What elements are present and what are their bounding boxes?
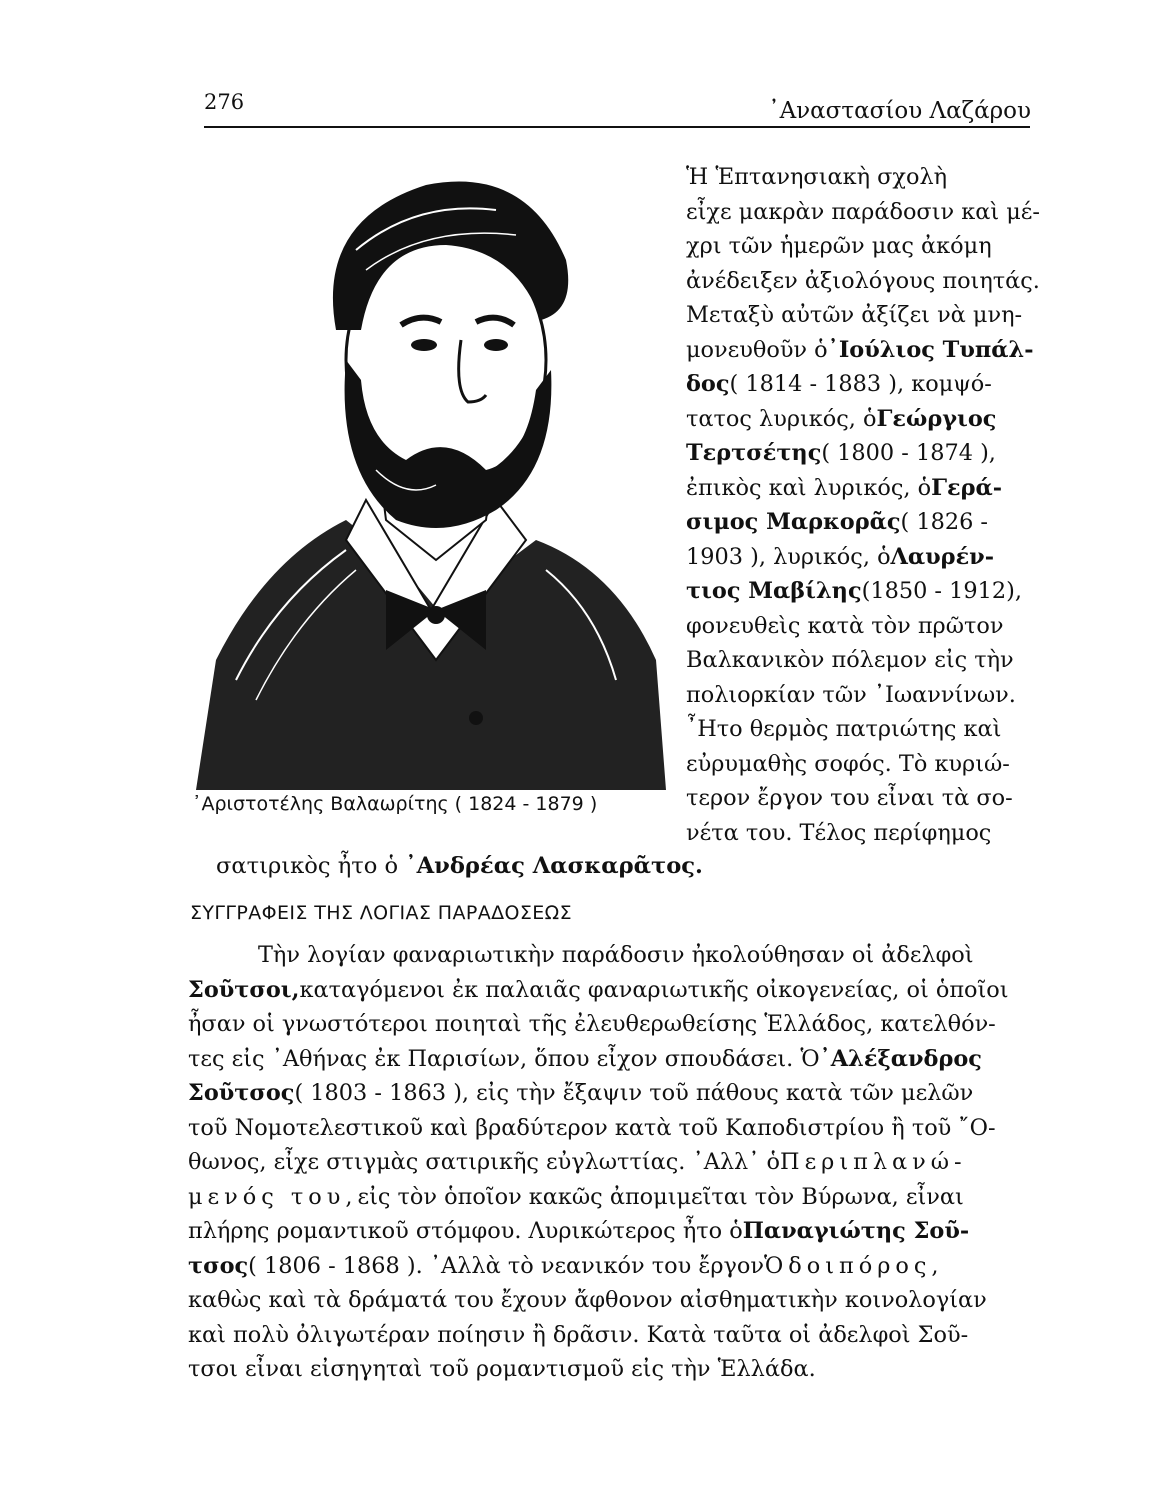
text-line: τες εἰς ᾿Αθήνας ἐκ Παρισίων, ὅπου εἶχον σπουδάσει. Ὁ ᾿Αλέξανδρος: [188, 1045, 982, 1072]
text-line: Ἡ Ἑπτανησιακὴ σχολὴ: [686, 164, 948, 190]
text-line: δος ( 1814 - 1883 ), κομψό-: [686, 371, 992, 397]
page-number: 276: [204, 90, 245, 114]
text-line: θωνος, εἶχε στιγμὰς σατιρικῆς εὐγλωττίας. ᾿Αλλ᾿ ὁ Περιπλανώ-: [188, 1149, 967, 1175]
text-line: πλήρης ρομαντικοῦ στόμφου. Λυρικώτερος ἦτο ὁ Παναγιώτης Σοῦ-: [188, 1218, 970, 1244]
text-line: Σοῦτσοι, καταγόμενοι ἐκ παλαιᾶς φαναριωτικῆς οἰκογενείας, οἱ ὁποῖοι: [188, 976, 1009, 1003]
satirical-line: σατιρικὸς ἦτο ὁ ᾿Ανδρέας Λασκαρᾶτος.: [216, 853, 703, 879]
text-line: εὐρυμαθὴς σοφός. Τὸ κυριώ-: [686, 750, 1010, 777]
text-line: ῏Ητο θερμὸς πατριώτης καὶ: [686, 716, 1002, 742]
text-line: καὶ πολὺ ὀλιγωτέραν ποίησιν ἢ δρᾶσιν. Κατὰ ταῦτα οἱ ἀδελφοὶ Σοῦ-: [188, 1321, 969, 1348]
text-line: Τερτσέτης ( 1800 - 1874 ),: [686, 440, 996, 466]
header-rule: [204, 126, 1030, 128]
text-line: φονευθεὶς κατὰ τὸν πρῶτον: [686, 612, 1004, 639]
text-line: μονευθοῦν ὁ ᾿Ιούλιος Τυπάλ-: [686, 336, 1034, 363]
text-line: τσοι εἶναι εἰσηγηταὶ τοῦ ρομαντισμοῦ εἰς τὴν Ἑλλάδα.: [188, 1356, 816, 1382]
portrait-caption: ᾿Αριστοτέλης Βαλαωρίτης ( 1824 - 1879 ): [192, 793, 598, 815]
text-line: εἶχε μακρὰν παράδοσιν καὶ μέ-: [686, 198, 1040, 225]
text-line: καθὼς καὶ τὰ δράματά του ἔχουν ἄφθονον αἰσθηματικὴν κοινολογίαν: [188, 1287, 987, 1313]
text-line: Βαλκανικὸν πόλεμον εἰς τὴν: [686, 647, 1014, 673]
text-line: Τὴν λογίαν φαναριωτικὴν παράδοσιν ἠκολούθησαν οἱ ἀδελφοὶ: [258, 942, 974, 968]
text-line: σιμος Μαρκορᾶς ( 1826 -: [686, 509, 989, 535]
text-line: τιος Μαβίλης (1850 - 1912),: [686, 578, 1022, 604]
main-paragraph: [188, 938, 1018, 1387]
text-line: 1903 ), λυρικός, ὁ Λαυρέν-: [686, 543, 995, 570]
text-line: ἦσαν οἱ γνωστότεροι ποιηταὶ τῆς ἐλευθερωθείσης Ἑλλάδος, κατελθόν-: [188, 1011, 996, 1037]
section-heading: ΣΥΓΓΡΑΦΕΙΣ ΤΗΣ ΛΟΓΙΑΣ ΠΑΡΑΔΟΣΕΩΣ: [190, 902, 572, 924]
text-line: πολιορκίαν τῶν ᾿Ιωαννίνων.: [686, 681, 1016, 708]
text-line: τατος λυρικός, ὁ Γεώργιος: [686, 405, 997, 432]
text-line: ἀνέδειξεν ἀξιολόγους ποιητάς.: [686, 267, 1040, 294]
portrait-engraving: [196, 140, 666, 790]
right-column-text: [686, 160, 1040, 850]
text-line: Μεταξὺ αὐτῶν ἀξίζει νὰ μνη-: [686, 302, 1023, 328]
text-line: νέτα του. Τέλος περίφημος: [686, 819, 992, 846]
text-line: τερον ἔργον του εἶναι τὰ σο-: [686, 785, 1013, 811]
text-line: Σοῦτσος ( 1803 - 1863 ), εἰς τὴν ἔξαψιν τοῦ πάθους κατὰ τῶν μελῶν: [188, 1080, 974, 1106]
text-line: ἐπικὸς καὶ λυρικός, ὁ Γερά-: [686, 474, 1003, 501]
text-line: τσος ( 1806 - 1868 ). ᾿Αλλὰ τὸ νεανικόν του ἔργον Ὁδοιπόρος,: [188, 1252, 944, 1279]
text-line: μενός του, εἰς τὸν ὁποῖον κακῶς ἀπομιμεῖται τὸν Βύρωνα, εἶναι: [188, 1183, 964, 1210]
text-line: τοῦ Νομοτελεστικοῦ καὶ βραδύτερον κατὰ τοῦ Καποδιστρίου ἢ τοῦ ῎Ο-: [188, 1114, 996, 1141]
text-line: χρι τῶν ἡμερῶν μας ἀκόμη: [686, 233, 992, 259]
running-header-author: ᾿Αναστασίου Λαζάρου: [768, 98, 1031, 124]
